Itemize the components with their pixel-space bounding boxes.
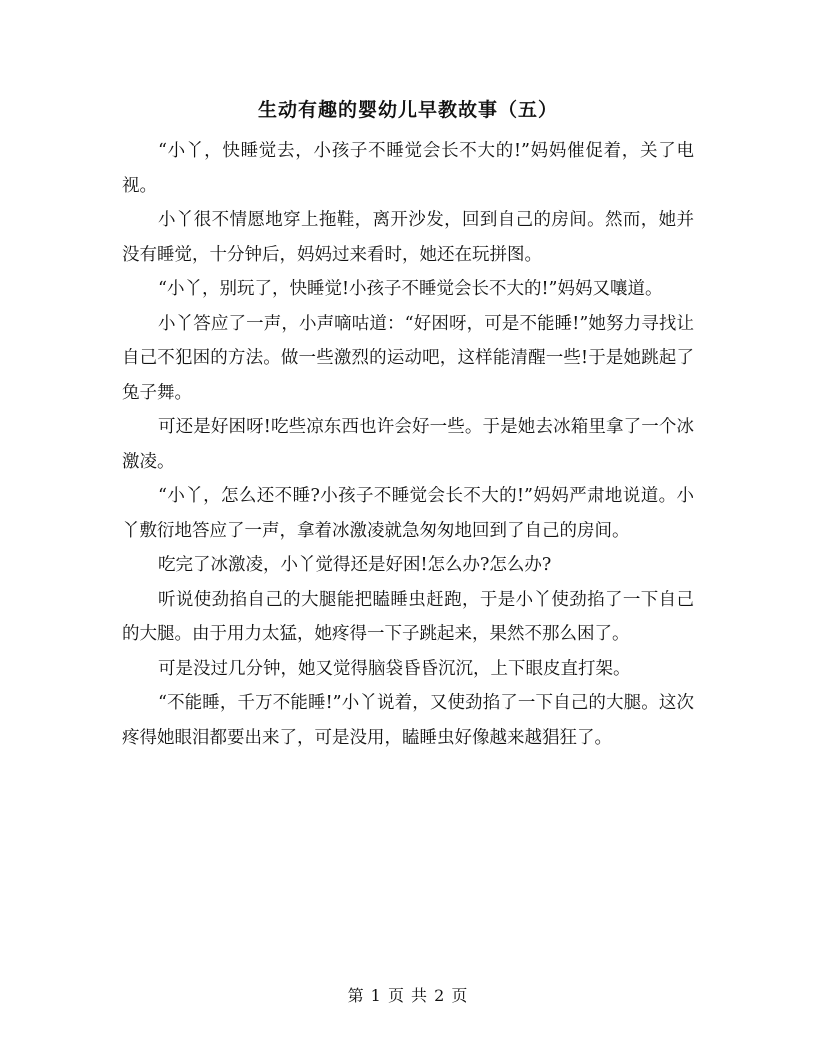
paragraph-8: 听说使劲掐自己的大腿能把瞌睡虫赶跑，于是小丫使劲掐了一下自己的大腿。由于用力太猛，她疼得一下子跳起来，果然不那么困了。 [122,589,694,644]
paragraph-1: “小丫，快睡觉去，小孩子不睡觉会长不大的!”妈妈催促着，关了电视。 [122,141,694,196]
paragraph-3: “小丫，别玩了，快睡觉!小孩子不睡觉会长不大的!”妈妈又嚷道。 [158,279,663,299]
paragraph-6: “小丫，怎么还不睡?小孩子不睡觉会长不大的!”妈妈严肃地说道。小丫敷衍地答应了一声，拿着冰激凌就急匆匆地回到了自己的房间。 [122,486,694,541]
paragraph-5: 可还是好困呀!吃些凉东西也许会好一些。于是她去冰箱里拿了一个冰激凌。 [122,417,694,472]
document-title: 生动有趣的婴幼儿早教故事（五） [257,99,558,121]
paragraph-2: 小丫很不情愿地穿上拖鞋，离开沙发，回到自己的房间。然而，她并没有睡觉，十分钟后，妈妈过来看时，她还在玩拼图。 [122,210,694,265]
paragraph-4: 小丫答应了一声，小声嘀咕道：“好困呀，可是不能睡!”她努力寻找让自己不犯困的方法。做一些激烈的运动吧，这样能清醒一些!于是她跳起了兔子舞。 [122,313,694,403]
document-body [122,134,694,755]
paragraph-7: 吃完了冰激凌，小丫觉得还是好困!怎么办?怎么办? [158,555,552,575]
page-number-footer: 第 1 页 共 2 页 [347,986,469,1005]
paragraph-9: 可是没过几分钟，她又觉得脑袋昏昏沉沉，上下眼皮直打架。 [158,658,631,679]
paragraph-10: “不能睡，千万不能睡!”小丫说着，又使劲掐了一下自己的大腿。这次疼得她眼泪都要出来了，可是没用，瞌睡虫好像越来越猖狂了。 [122,693,694,748]
